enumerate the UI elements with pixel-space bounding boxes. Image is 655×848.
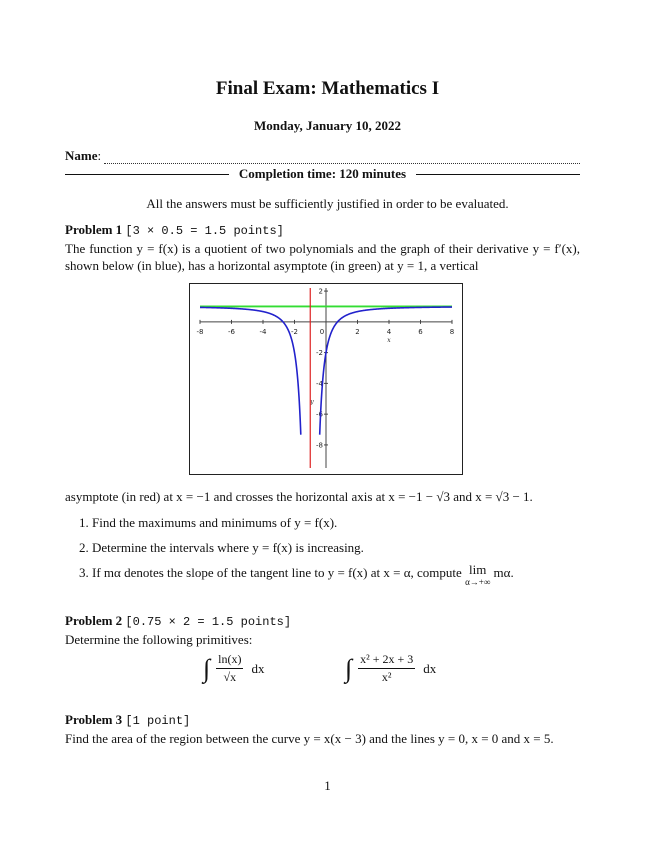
y-tick-label: -2 xyxy=(316,349,323,358)
name-label: Name xyxy=(65,148,98,163)
integral-1 xyxy=(203,652,264,685)
x-tick-label: 0 xyxy=(319,327,325,336)
exam-title: Final Exam: Mathematics I xyxy=(215,78,440,99)
limit-subscript: α→+∞ xyxy=(465,577,491,587)
fraction xyxy=(216,652,243,685)
x-tick-label: 2 xyxy=(355,327,360,336)
y-axis-label: y xyxy=(310,398,314,406)
name-dotted-line xyxy=(104,153,580,164)
problem2-heading: Problem 2 xyxy=(65,613,123,628)
derivative-curve-left xyxy=(200,307,301,434)
fraction xyxy=(358,652,415,685)
derivative-curve-right xyxy=(320,307,455,435)
problem1-block xyxy=(65,221,580,274)
item-number: 1. xyxy=(79,515,89,530)
problem3-text: Find the area of the region between the curve y = x(x − 3) and the lines y = 0, x = 0 and x = 5. xyxy=(65,731,554,746)
problem2-block xyxy=(65,612,580,648)
y-tick-label: -8 xyxy=(316,441,323,450)
name-field-row xyxy=(65,148,580,164)
limit-expression xyxy=(465,564,490,588)
x-tick-label: 6 xyxy=(418,327,423,336)
differential: dx xyxy=(423,660,437,676)
limit-target: mα. xyxy=(493,565,514,580)
integral-sign: ∫ xyxy=(203,653,211,683)
y-tick-label: 2 xyxy=(318,287,323,296)
x-tick-label: -2 xyxy=(291,327,298,336)
problem2-points: [0.75 × 2 = 1.5 points] xyxy=(125,615,292,629)
numerator: x² + 2x + 3 xyxy=(358,652,415,669)
rule-right xyxy=(416,174,580,175)
problem1-intro: The function y = f(x) is a quotient of two polynomials and the graph of their derivative y = f′(x), shown below (in blue), has a horizontal asymptote (in green) at y = 1, a vertical xyxy=(65,241,580,273)
rule-left xyxy=(65,174,229,175)
completion-time: Completion time: 120 minutes xyxy=(238,166,407,181)
y-tick-label: -4 xyxy=(316,379,323,388)
instructions: All the answers must be sufficiently justified in order to be evaluated. xyxy=(146,196,509,211)
x-axis-label: x xyxy=(387,336,391,344)
differential: dx xyxy=(251,660,265,676)
limit-word: lim xyxy=(469,562,487,577)
item-number: 3. xyxy=(79,565,89,580)
name-colon: : xyxy=(97,148,102,163)
problem1-asymptote-text: asymptote (in red) at x = −1 and crosses the horizontal axis at x = −1 − √3 and x = √3 − 1. xyxy=(65,489,533,504)
integral-sign: ∫ xyxy=(345,653,353,683)
x-tick-label: 8 xyxy=(449,327,455,336)
page-number: 1 xyxy=(324,778,331,793)
problem3-block xyxy=(65,711,580,747)
numerator: ln(x) xyxy=(216,652,243,669)
completion-time-row xyxy=(65,166,580,182)
problem2-intro: Determine the following primitives: xyxy=(65,632,253,647)
x-tick-label: -8 xyxy=(196,327,204,336)
x-tick-label: 4 xyxy=(386,327,392,336)
item-text: Find the maximums and minimums of y = f(x). xyxy=(92,515,338,530)
item-number: 2. xyxy=(79,540,89,555)
y-tick-label: -6 xyxy=(316,410,323,419)
derivative-graph xyxy=(189,283,463,475)
denominator: x² xyxy=(381,670,392,684)
x-tick-label: -6 xyxy=(228,327,235,336)
problem1-continued xyxy=(65,488,580,596)
problem3-heading: Problem 3 xyxy=(65,712,123,727)
x-tick-label: -4 xyxy=(259,327,267,336)
problem1-items xyxy=(65,514,580,588)
problem1-item-2 xyxy=(79,539,580,556)
integral-2 xyxy=(345,652,436,685)
item-text: If mα denotes the slope of the tangent line to y = f(x) at x = α, compute xyxy=(92,565,462,580)
item-text: Determine the intervals where y = f(x) is increasing. xyxy=(92,540,364,555)
problem1-points: [3 × 0.5 = 1.5 points] xyxy=(125,224,284,238)
exam-date: Monday, January 10, 2022 xyxy=(254,118,401,133)
problem1-heading: Problem 1 xyxy=(65,222,123,237)
problem1-item-1 xyxy=(79,514,580,531)
problem3-points: [1 point] xyxy=(125,714,191,728)
problem1-item-3 xyxy=(79,564,580,588)
derivative-plot xyxy=(190,284,462,474)
denominator: √x xyxy=(223,670,237,684)
